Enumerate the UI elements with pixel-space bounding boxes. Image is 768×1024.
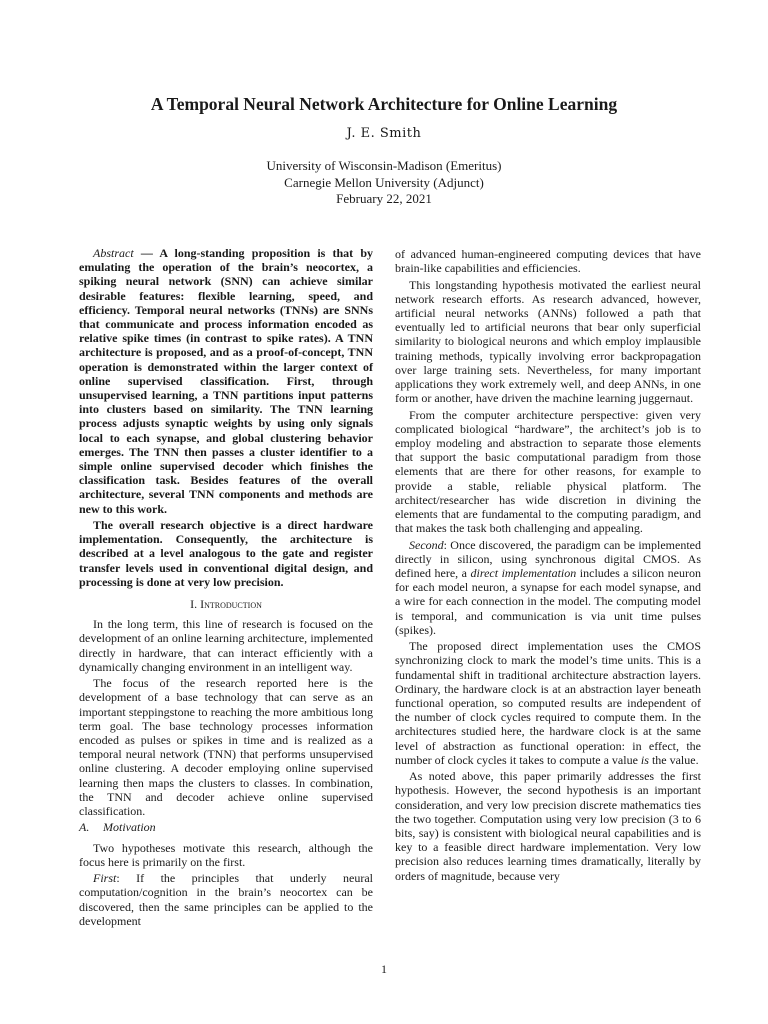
abstract-label: Abstract <box>93 246 134 260</box>
right-column <box>395 247 701 885</box>
affiliation-block <box>0 158 768 208</box>
right-paragraph-5 <box>395 639 701 767</box>
right-paragraph-6: As noted above, this paper primarily addresses the first hypothesis. However, the second hypothesis is an important consideration, and very low precision discrete mathematics ties the two together. Computation using very low precision (3 to 6 bits, say) is consistent with biological neural capabilities and is key to a feasible direct hardware implementation. Very low precision also reduces learning times dramatically, literally by orders of magnitude, because very <box>395 769 701 883</box>
page-number: 1 <box>381 962 387 976</box>
subsection-title: Motivation <box>103 820 156 835</box>
right-paragraph-5-body: The proposed direct implementation uses the CMOS synchronizing clock to mark the model’s time units. This is a fundamental shift in traditional architecture abstraction layers. Ordinary, the hardware clock is at an abstraction layer beneath functional operation, so computed results are independent of the number of clock cycles required to compute them. In the architectures studied here, the hardware clock is at the same level of abstraction as functional operation: in effect, the number of clock cycles it takes to compute a value <box>395 639 701 767</box>
section-heading-introduction: I. Introduction <box>190 597 262 612</box>
second-label: Second <box>409 537 444 552</box>
direct-implementation-term: direct implementation <box>470 566 577 581</box>
abstract-body-1: A long-standing proposition is that by emulating the operation of the brain’s neocortex, a spiking neural network (SNN) can achieve similar desirable features: flexible learning, speed, and efficiency. Temporal neural networks (TNNs) are SNNs that communicate and process information encoded as relative spike times (in contrast to spike rates). A TNN architecture is proposed, and as a proof-of-concept, TNN operation is demonstrated within the larger context of online supervised classification. First, through unsupervised learning, a TNN partitions input patterns into clusters based on similarity. The TNN learning process adjusts synaptic weights by using only signals local to each synapse, and global clustering behavior emerges. The TNN then passes a cluster identifier to a simple online supervised decoder which finishes the classification task. Besides features of the overall architecture, several TNN components and methods are new to this work. <box>79 246 373 516</box>
right-paragraph-5-end: the value. <box>648 752 699 767</box>
right-paragraph-3: From the computer architecture perspective: given very complicated biological “hardware”, the architect’s job is to employ modeling and abstraction to separate those elements that support the basic computational paradigm from those elements that are there for other reasons, for example to provide a stable, reliable physical platform. The architect/researcher has wide discretion in divining the elements that are fundamental to the computing paradigm, and that makes the task both challenging and appealing. <box>395 407 701 536</box>
intro-paragraph-4 <box>79 871 373 928</box>
right-paragraph-4-b: includes a silicon neuron for each model neuron, a synapse for each model synapse, and a wire for each connection in the model. The computing model is temporal, and communication is via unit time pulses (spikes). <box>395 566 701 637</box>
affiliation-line-2: Carnegie Mellon University (Adjunct) <box>284 174 484 190</box>
paper-date: February 22, 2021 <box>336 191 432 206</box>
right-paragraph-2: This longstanding hypothesis motivated the earliest neural network research efforts. As research advanced, however, artificial neural networks (ANNs) followed a path that eventually led to artificial neurons that bear only superficial similarity to biological neurons and which employ implausible training methods, typically involving error backpropagation over large training sets. Nevertheless, for many important applications they work extremely well, and deep ANNs, in one form or another, have driven the machine learning juggernaut. <box>395 277 701 406</box>
affiliation-line-1: University of Wisconsin-Madison (Emeritus) <box>266 158 502 173</box>
right-paragraph-4-a: : Once discovered, the paradigm can be implemented directly in silicon, using synchronous digital CMOS. As defined here, a <box>395 537 701 581</box>
intro-paragraph-4-body: : If the principles that underly neural computation/cognition in the brain’s neocortex can be discovered, then the same principles can be applied to the development <box>79 871 373 928</box>
subsection-number: A. <box>79 820 90 835</box>
abstract-paragraph-1 <box>79 246 373 516</box>
first-label: First <box>93 871 117 886</box>
intro-paragraph-3: Two hypotheses motivate this research, although the focus here is primarily on the first. <box>79 840 373 869</box>
right-paragraph-4 <box>395 538 701 637</box>
author-name: J. E. Smith <box>346 126 422 141</box>
left-column <box>79 246 373 930</box>
abstract-dash: — <box>133 246 160 260</box>
paper-title: A Temporal Neural Network Architecture for Online Learning <box>150 94 618 114</box>
abstract-paragraph-2: The overall research objective is a direct hardware implementation. Consequently, the architecture is described at a level analogous to the gate and register transfer levels used in conventional digital design, and processing is done at very low precision. <box>79 518 373 589</box>
intro-paragraph-1: In the long term, this line of research is focused on the development of an online learning architecture, implemented directly in hardware, that can interact efficiently with a dynamically changing environment in an intelligent way. <box>79 617 373 674</box>
right-paragraph-1: of advanced human-engineered computing devices that have brain-like capabilities and efficiencies. <box>395 247 701 276</box>
intro-paragraph-2: The focus of the research reported here is the development of a base technology that can serve as an important steppingstone to reaching the more ambitious long term goal. The base technology processes information encoded as pulses or spikes in time and is realized as a temporal neural network (TNN) that performs unsupervised online clustering. A decoder employing online supervised learning then maps the clusters to classes. In combination, the TNN and decoder achieve online supervised classification. <box>79 676 373 819</box>
is-emphasis: is <box>640 752 649 767</box>
subsection-heading-motivation <box>79 820 373 834</box>
